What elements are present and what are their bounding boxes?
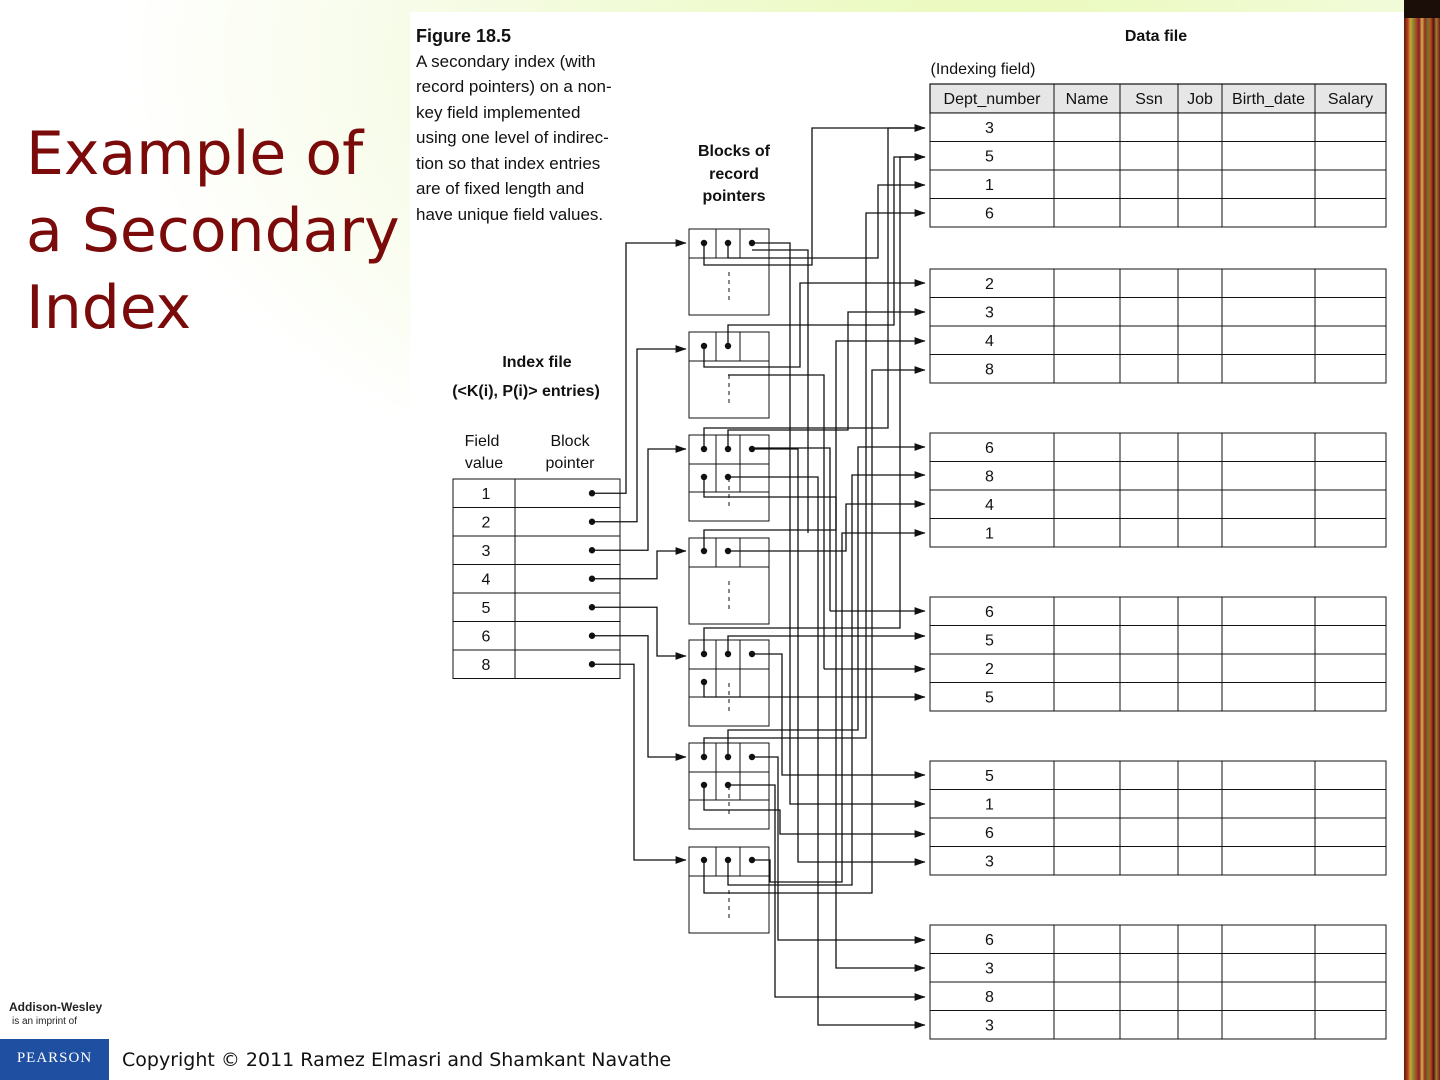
title-line: a Secondary [26, 196, 400, 266]
dept-number-value: 8 [985, 468, 994, 486]
dept-number-value: 1 [985, 177, 994, 194]
pearson-logo: PEARSON [0, 1039, 109, 1080]
record-row [930, 199, 1386, 228]
publisher-credit [0, 1000, 112, 1028]
pointer-blocks-title [698, 143, 771, 205]
caption-line: are of fixed length and [416, 179, 585, 198]
column-header: Birth_date [1232, 91, 1305, 108]
title-line: Example of [26, 119, 364, 189]
data-block [930, 269, 1386, 383]
figure-label: Figure 18.5 [416, 26, 512, 46]
dept-number-value: 2 [985, 276, 994, 293]
pointer-blocks-title-line: Blocks of [697, 143, 771, 160]
data-record [930, 170, 1386, 199]
column-header: Dept_number [943, 91, 1041, 108]
caption-line: record pointers) on a non- [416, 77, 612, 96]
slide-title [26, 116, 406, 347]
title-line: Index [26, 273, 192, 343]
pointer-link [592, 243, 686, 493]
dept-number-value: 5 [985, 768, 994, 785]
pointer-link [752, 757, 925, 940]
index-column-headers [465, 433, 595, 472]
data-block [930, 433, 1386, 547]
dept-number-value: 1 [985, 525, 994, 543]
data-record [930, 1011, 1386, 1040]
indexing-field-label: (Indexing field) [930, 61, 1036, 78]
record-row [930, 298, 1386, 327]
dept-number-value: 5 [985, 689, 994, 707]
decorative-side-stripe [1404, 0, 1440, 1080]
data-record [930, 269, 1386, 298]
data-record [930, 790, 1386, 819]
data-record [930, 982, 1386, 1011]
data-record [930, 462, 1386, 491]
publisher-imprint: is an imprint of [12, 1016, 78, 1027]
index-field-value: 5 [481, 600, 491, 617]
data-record [930, 847, 1386, 876]
column-header: Job [1187, 91, 1213, 108]
dept-number-value: 3 [985, 120, 994, 137]
data-record [930, 326, 1386, 355]
dept-number-value: 8 [985, 989, 994, 1006]
dept-number-value: 6 [985, 825, 994, 842]
data-record [930, 683, 1386, 712]
index-field-value: 2 [481, 514, 491, 532]
pointer-blocks-title-line: pointers [702, 188, 766, 205]
data-record [930, 142, 1386, 171]
index-file-title: Index file [502, 354, 572, 371]
data-file [930, 84, 1386, 1039]
dept-number-value: 3 [985, 853, 994, 871]
data-record [930, 298, 1386, 327]
record-row [930, 433, 1386, 462]
record-row [930, 326, 1386, 355]
record-row [930, 626, 1386, 655]
record-row [930, 818, 1386, 847]
dept-number-value: 1 [985, 796, 994, 814]
dept-number-value: 2 [985, 661, 994, 678]
data-record [930, 433, 1386, 462]
pointer-link [752, 243, 925, 804]
record-row [930, 954, 1386, 983]
record-row [930, 113, 1386, 142]
field-value-header: value [464, 455, 504, 472]
caption-line: tion so that index entries [416, 154, 601, 173]
data-record [930, 626, 1386, 655]
dept-number-value: 3 [985, 304, 994, 322]
record-row [930, 355, 1386, 384]
data-block [930, 925, 1386, 1039]
index-field-value: 8 [481, 657, 491, 674]
index-field-value: 1 [481, 486, 491, 503]
data-record [930, 761, 1386, 790]
column-header: Name [1065, 91, 1109, 108]
record-row [930, 1011, 1386, 1040]
caption-line: A secondary index (with [416, 52, 596, 71]
index-field-value: 3 [481, 543, 491, 560]
record-row [930, 790, 1386, 819]
data-record [930, 113, 1386, 142]
dept-number-value: 5 [985, 148, 994, 166]
data-record [930, 355, 1386, 384]
index-field-value: 4 [481, 571, 491, 589]
data-block [930, 597, 1386, 711]
data-file-title: Data file [1124, 28, 1188, 45]
data-record [930, 597, 1386, 626]
block-pointer-header: Block [550, 433, 590, 450]
record-row [930, 925, 1386, 954]
record-row [930, 761, 1386, 790]
dept-number-value: 6 [985, 932, 994, 949]
caption-line: have unique field values. [416, 205, 604, 224]
dept-number-value: 8 [985, 361, 994, 379]
record-pointer-blocks [689, 229, 769, 933]
data-record [930, 925, 1386, 954]
record-row [930, 982, 1386, 1011]
index-file-subtitle: (<K(i), P(i)> entries) [452, 383, 600, 400]
data-record [930, 954, 1386, 983]
secondary-index-figure [410, 12, 1404, 1060]
record-row [930, 519, 1386, 548]
dept-number-value: 6 [985, 205, 994, 223]
column-header: Salary [1327, 91, 1374, 108]
record-row [930, 490, 1386, 519]
caption-line: key field implemented [416, 103, 581, 122]
record-row [930, 170, 1386, 199]
data-block [930, 761, 1386, 875]
data-record [930, 199, 1386, 228]
record-row [930, 654, 1386, 683]
dept-number-value: 3 [985, 1017, 994, 1035]
dept-number-value: 5 [985, 632, 994, 650]
field-value-header: Field [464, 433, 500, 450]
index-field-value: 6 [481, 628, 491, 646]
column-header: Ssn [1135, 91, 1163, 108]
decorative-stripe-cap [1404, 0, 1440, 18]
record-row [930, 462, 1386, 491]
block-pointer-header: pointer [545, 455, 595, 472]
data-record [930, 818, 1386, 847]
data-record [930, 490, 1386, 519]
record-row [930, 269, 1386, 298]
figure-caption [416, 52, 612, 224]
pointer-link [728, 375, 824, 669]
record-row [930, 597, 1386, 626]
publisher-name: Addison-Wesley [9, 1000, 103, 1014]
data-block [930, 113, 1386, 227]
record-row [930, 142, 1386, 171]
pointer-blocks-title-line: record [709, 166, 759, 183]
data-file-header [930, 84, 1386, 113]
dept-number-value: 4 [985, 333, 994, 350]
pointer-link [592, 664, 686, 860]
data-record [930, 519, 1386, 548]
dept-number-value: 3 [985, 960, 994, 978]
data-record [930, 654, 1386, 683]
copyright-notice: Copyright © 2011 Ramez Elmasri and Shamkant Navathe [122, 1049, 672, 1071]
dept-number-value: 6 [985, 440, 994, 457]
dept-number-value: 6 [985, 604, 994, 621]
dept-number-value: 4 [985, 497, 994, 514]
record-row [930, 683, 1386, 712]
caption-line: using one level of indirec- [416, 128, 609, 147]
record-row [930, 847, 1386, 876]
